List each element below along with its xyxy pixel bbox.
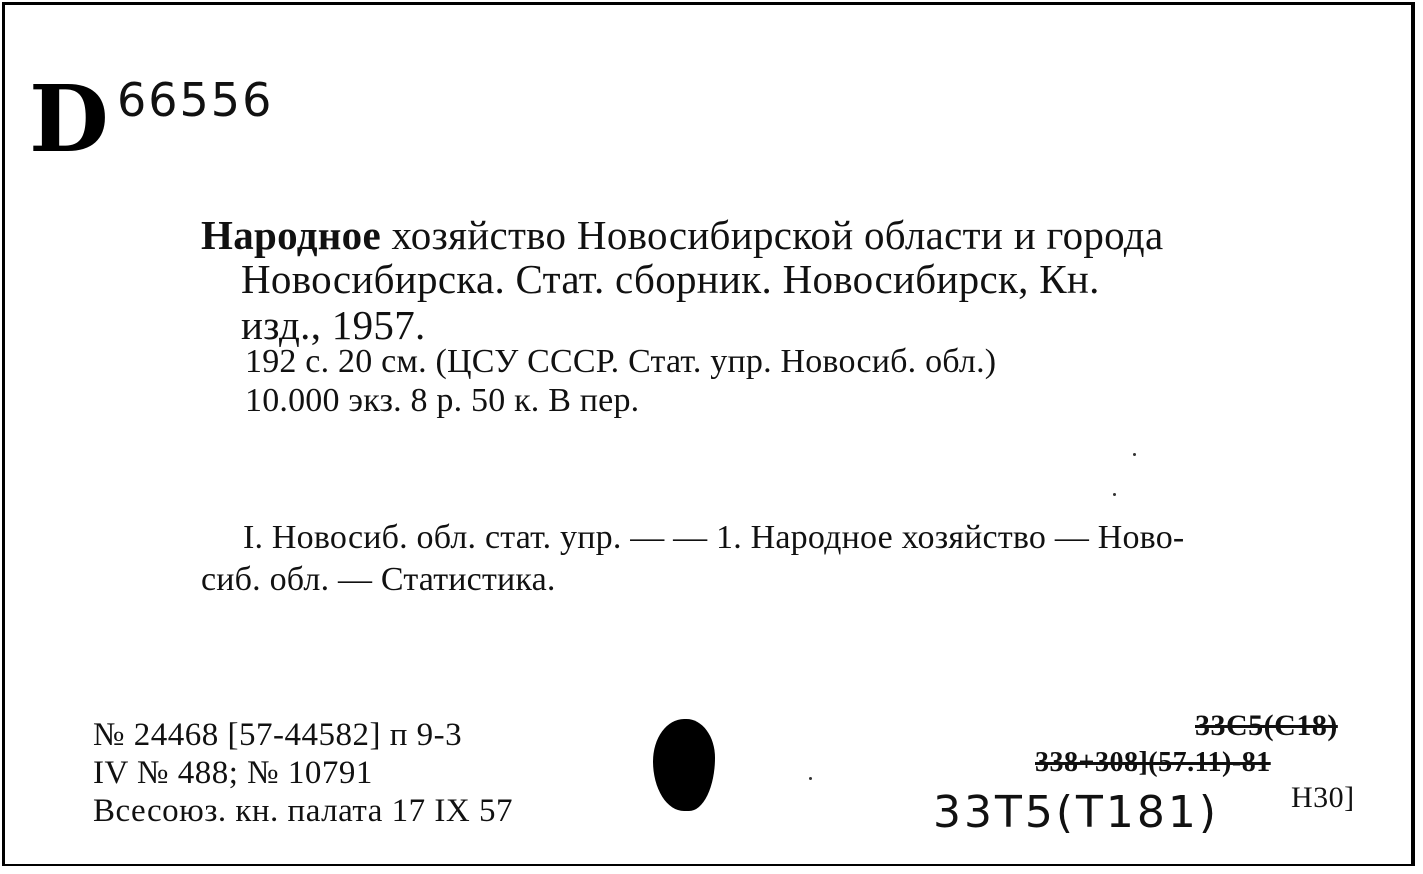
title-heading-word: Народное: [201, 212, 381, 258]
speck: [809, 777, 812, 780]
author-sign: Н30]: [1291, 781, 1355, 814]
collation-line-1: 192 с. 20 см. (ЦСУ СССР. Стат. упр. Новосиб. обл.): [245, 343, 997, 380]
ink-blot: [653, 719, 715, 811]
collation-line-2: 10.000 экз. 8 р. 50 к. В пер.: [245, 382, 640, 419]
title-line-2: Новосибирска. Стат. сборник. Новосибирск, Кн.: [241, 256, 1100, 302]
subject-headings-line-1: I. Новосиб. обл. стат. упр. — — 1. Народное хозяйство — Ново-: [243, 519, 1185, 556]
registration-line-2: IV № 488; № 10791: [93, 755, 373, 791]
speck: [1113, 493, 1116, 496]
title-line-3: изд., 1957.: [241, 302, 426, 348]
handwritten-shelfmark: 33Т5(Т181): [933, 787, 1220, 838]
catalog-letter: D: [29, 65, 109, 173]
classification-index-struck: 338+308](57.11)-81: [1035, 747, 1271, 778]
subject-headings-line-2: сиб. обл. — Статистика.: [201, 561, 556, 598]
accession-number: 66556: [117, 73, 274, 127]
title-line-1: [201, 212, 1164, 258]
catalog-card: [2, 2, 1415, 866]
classification-code-struck: 33С5(С18): [1195, 709, 1338, 742]
speck: [1133, 453, 1136, 456]
title-line-1-rest: хозяйство Новосибирской области и города: [380, 212, 1164, 258]
registration-line-1: № 24468 [57-44582] п 9-3: [93, 717, 463, 753]
registration-line-3: Всесоюз. кн. палата 17 IX 57: [93, 793, 513, 829]
